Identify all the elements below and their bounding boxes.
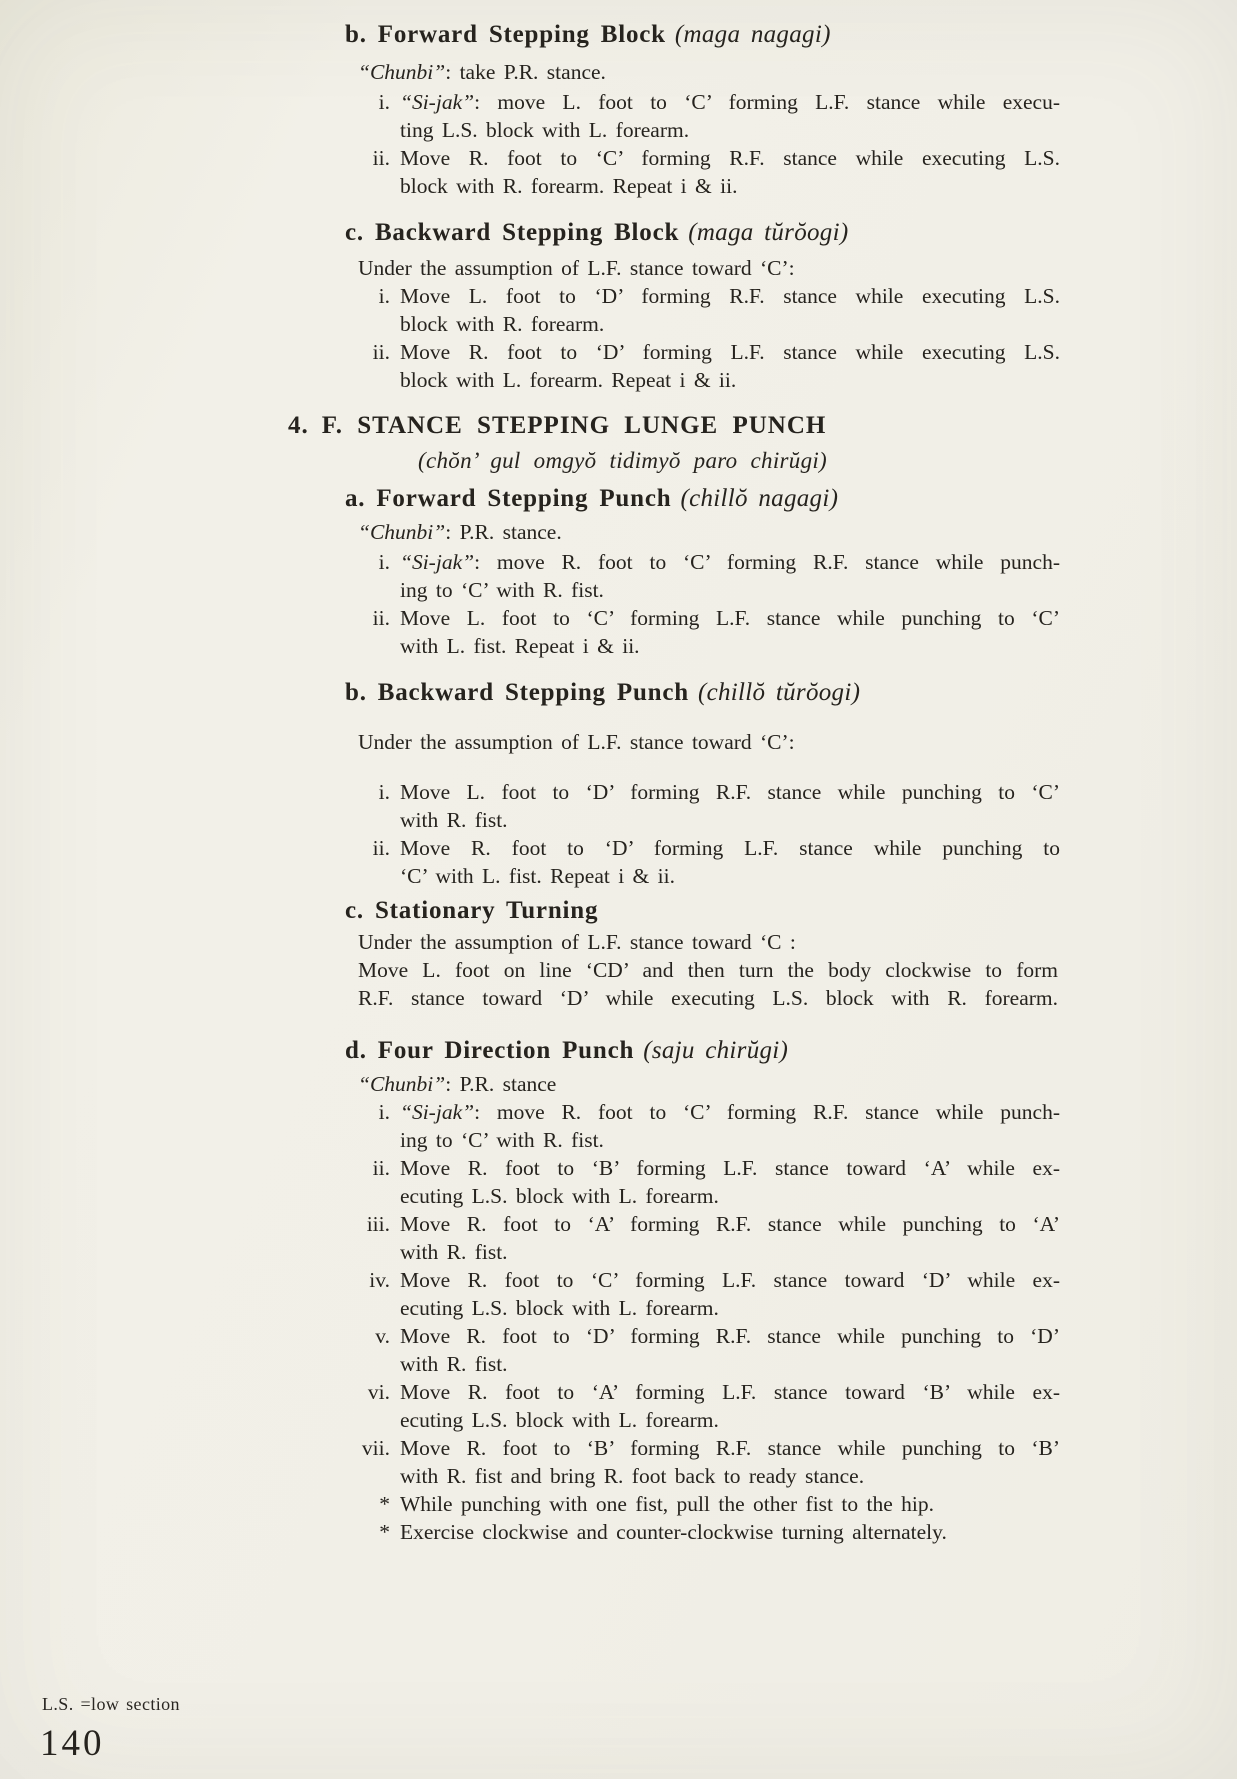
text-line: Move R. foot to ‘A’ forming L.F. stance toward ‘B’ while ex- <box>400 1380 1060 1404</box>
asterisk-marker: * <box>379 1520 390 1544</box>
item-numeral: v. <box>375 1324 390 1348</box>
text-line: block with L. forearm. Repeat i & ii. <box>400 368 737 392</box>
text-line: While punching with one fist, pull the other fist to the hip. <box>400 1492 934 1516</box>
heading-backward-stepping-punch <box>345 678 1060 708</box>
item-text <box>400 1154 1060 1210</box>
text-line: Exercise clockwise and counter-clockwise turning alternately. <box>400 1520 947 1544</box>
text-line: Move R. foot to ‘C’ forming L.F. stance toward ‘D’ while ex- <box>400 1268 1060 1292</box>
item-numeral: i. <box>378 1100 390 1124</box>
chunbi-line <box>358 58 1060 86</box>
list-item <box>288 1434 1060 1490</box>
list-item <box>288 604 1060 660</box>
chunbi-line <box>358 1070 1060 1098</box>
chunbi-rest: : P.R. stance. <box>445 520 562 544</box>
item-text <box>400 1210 1060 1266</box>
chunbi-term: “Chunbi” <box>358 520 446 544</box>
text-line: with R. fist and bring R. foot back to ready stance. <box>400 1464 865 1488</box>
text-line: ing to ‘C’ with R. fist. <box>400 578 604 602</box>
text-line: with L. fist. Repeat i & ii. <box>400 634 640 658</box>
asterisk-marker: * <box>379 1492 390 1516</box>
list-item <box>288 834 1060 890</box>
item-text <box>400 548 1060 604</box>
line-rest: : move R. foot to ‘C’ forming R.F. stance while punch- <box>474 1100 1060 1124</box>
section-title: Four Direction Punch <box>377 1037 635 1064</box>
item-text <box>400 144 1060 200</box>
text-line: Move R. foot to ‘A’ forming R.F. stance while punching to ‘A’ <box>400 1212 1060 1236</box>
note-item <box>288 1518 1060 1546</box>
item-text <box>400 1434 1060 1490</box>
heading-backward-stepping-block <box>345 218 1060 248</box>
heading-stationary-turning <box>345 896 1060 926</box>
text-line: ‘C’ with L. fist. Repeat i & ii. <box>400 864 675 888</box>
section-title: Backward Stepping Punch <box>377 679 689 706</box>
heading-lunge-punch <box>288 410 1060 442</box>
text-line: R.F. stance toward ‘D’ while executing L.S. block with R. forearm. <box>358 986 1058 1010</box>
item-text <box>400 834 1060 890</box>
item-text <box>400 282 1060 338</box>
chunbi-rest: : P.R. stance <box>445 1072 557 1096</box>
section-romanization: (chillŏ nagagi) <box>680 485 839 512</box>
text-line: Move L. foot to ‘C’ forming L.F. stance while punching to ‘C’ <box>400 606 1060 630</box>
text-line: ing to ‘C’ with R. fist. <box>400 1128 604 1152</box>
list-item <box>288 282 1060 338</box>
list-item <box>288 338 1060 394</box>
section-letter: c. <box>345 219 364 246</box>
note-text <box>400 1490 1060 1518</box>
item-text <box>400 604 1060 660</box>
heading-forward-stepping-punch <box>345 484 1060 514</box>
note-item <box>288 1490 1060 1518</box>
section-letter: a. <box>345 485 366 512</box>
text-line: block with R. forearm. Repeat i & ii. <box>400 174 738 198</box>
list-item <box>288 1210 1060 1266</box>
intro-line: Under the assumption of L.F. stance toward ‘C’: <box>358 730 795 754</box>
sijak-term: “Si-jak” <box>400 550 475 574</box>
item-numeral: ii. <box>372 836 390 860</box>
sijak-term: “Si-jak” <box>400 90 475 114</box>
text-line: ecuting L.S. block with L. forearm. <box>400 1184 719 1208</box>
item-text <box>400 778 1060 834</box>
note-text <box>400 1518 1060 1546</box>
item-numeral: i. <box>378 284 390 308</box>
section-letter: b. <box>345 21 367 48</box>
heading-forward-stepping-block <box>345 20 1060 50</box>
item-numeral: vi. <box>367 1380 390 1404</box>
chunbi-rest: : take P.R. stance. <box>445 60 606 84</box>
item-text <box>400 1378 1060 1434</box>
section-title: F. STANCE STEPPING LUNGE PUNCH <box>321 412 827 439</box>
section-title: Forward Stepping Punch <box>376 485 672 512</box>
section-letter: c. <box>345 897 364 924</box>
list-item <box>288 1322 1060 1378</box>
text-line: Move L. foot on line ‘CD’ and then turn the body clockwise to form <box>358 958 1058 982</box>
item-numeral: i. <box>378 90 390 114</box>
section-number: 4. <box>288 412 309 439</box>
text-line: Move R. foot to ‘D’ forming L.F. stance while executing L.S. <box>400 340 1060 364</box>
item-text <box>400 1322 1060 1378</box>
romanized-subtitle: (chŏn’ gul omgyŏ tidimyŏ paro chirŭgi) <box>418 448 828 473</box>
list-item <box>288 1098 1060 1154</box>
item-numeral: iii. <box>366 1212 390 1236</box>
item-numeral: iv. <box>369 1268 390 1292</box>
text-line: ecuting L.S. block with L. forearm. <box>400 1296 719 1320</box>
item-numeral: vii. <box>361 1436 390 1460</box>
list-item <box>288 144 1060 200</box>
section-title: Stationary Turning <box>374 897 599 924</box>
text-line <box>400 1098 1060 1126</box>
item-numeral: ii. <box>372 1156 390 1180</box>
list-item <box>288 548 1060 604</box>
line-rest: : move R. foot to ‘C’ forming R.F. stance while punch- <box>474 550 1060 574</box>
text-line: Move L. foot to ‘D’ forming R.F. stance while punching to ‘C’ <box>400 780 1060 804</box>
line-rest: : move L. foot to ‘C’ forming L.F. stance while execu- <box>474 90 1060 114</box>
section-romanization: (saju chirŭgi) <box>643 1037 789 1064</box>
list-item <box>288 778 1060 834</box>
text-line: with R. fist. <box>400 1240 508 1264</box>
item-numeral: ii. <box>372 340 390 364</box>
item-numeral: i. <box>378 780 390 804</box>
footnote: L.S. =low section <box>42 1694 180 1714</box>
item-text <box>400 338 1060 394</box>
text-line <box>400 548 1060 576</box>
text-line: with R. fist. <box>400 1352 508 1376</box>
page-content <box>288 20 1060 1546</box>
item-text <box>400 1098 1060 1154</box>
list-item <box>288 1266 1060 1322</box>
section-romanization: (chillŏ tŭrŏogi) <box>697 679 861 706</box>
list-item <box>288 1378 1060 1434</box>
chunbi-line <box>358 518 1060 546</box>
text-line: ting L.S. block with L. forearm. <box>400 118 690 142</box>
text-line: Move R. foot to ‘C’ forming R.F. stance while executing L.S. <box>400 146 1060 170</box>
item-numeral: i. <box>378 550 390 574</box>
chunbi-term: “Chunbi” <box>358 1072 446 1096</box>
list-item <box>288 88 1060 144</box>
list-item <box>288 1154 1060 1210</box>
page-number: 140 <box>40 1723 105 1764</box>
intro-line: Under the assumption of L.F. stance toward ‘C’: <box>358 256 795 280</box>
chunbi-term: “Chunbi” <box>358 60 446 84</box>
section-letter: b. <box>345 679 367 706</box>
sijak-term: “Si-jak” <box>400 1100 475 1124</box>
item-numeral: ii. <box>372 606 390 630</box>
heading-four-direction-punch <box>345 1036 1060 1066</box>
section-romanization: (maga tŭrŏogi) <box>688 219 849 246</box>
text-line: ecuting L.S. block with L. forearm. <box>400 1408 719 1432</box>
item-text <box>400 1266 1060 1322</box>
text-line <box>400 88 1060 116</box>
item-text <box>400 88 1060 144</box>
intro-line: Under the assumption of L.F. stance toward ‘C : <box>358 930 796 954</box>
text-line: Move R. foot to ‘B’ forming L.F. stance toward ‘A’ while ex- <box>400 1156 1060 1180</box>
text-line: Move R. foot to ‘D’ forming R.F. stance while punching to ‘D’ <box>400 1324 1060 1348</box>
section-title: Forward Stepping Block <box>377 21 666 48</box>
section-letter: d. <box>345 1037 367 1064</box>
section-title: Backward Stepping Block <box>374 219 680 246</box>
text-line: block with R. forearm. <box>400 312 605 336</box>
text-line: with R. fist. <box>400 808 508 832</box>
text-line: Move R. foot to ‘D’ forming L.F. stance while punching to <box>400 836 1060 860</box>
text-line: Move L. foot to ‘D’ forming R.F. stance while executing L.S. <box>400 284 1060 308</box>
section-romanization: (maga nagagi) <box>674 21 831 48</box>
text-line: Move R. foot to ‘B’ forming R.F. stance while punching to ‘B’ <box>400 1436 1060 1460</box>
item-numeral: ii. <box>372 146 390 170</box>
